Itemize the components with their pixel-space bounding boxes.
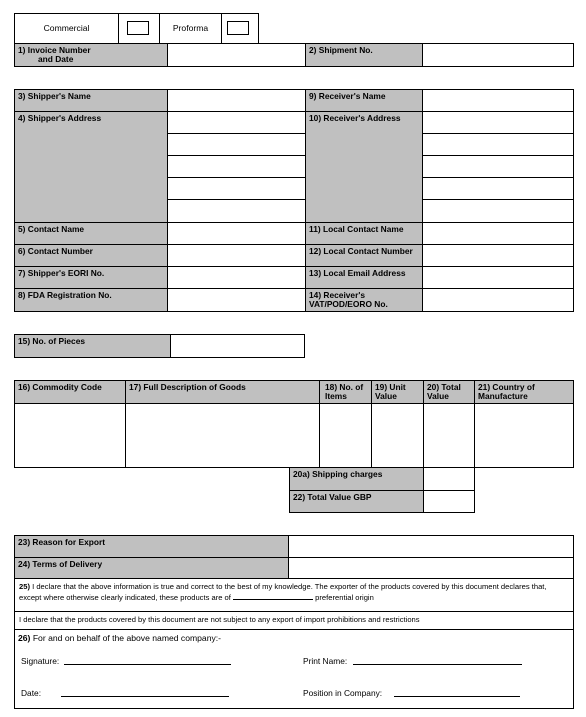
declaration-origin-end: preferential origin	[315, 593, 374, 602]
shippers-address-line[interactable]	[167, 199, 306, 223]
shippers-address-line[interactable]	[167, 133, 306, 156]
invoice-number-field[interactable]	[167, 43, 306, 67]
fda-registration-field[interactable]	[167, 288, 306, 312]
print-name-label: Print Name:	[303, 656, 348, 666]
receivers-address-line[interactable]	[422, 111, 574, 134]
shippers-name-label: 3) Shipper's Name	[14, 89, 168, 112]
shipping-charges-label: 20a) Shipping charges	[289, 467, 424, 491]
position-line[interactable]	[394, 696, 520, 697]
signoff-heading	[18, 633, 221, 643]
shipment-no-label: 2) Shipment No.	[305, 43, 423, 67]
shippers-eori-field[interactable]	[167, 266, 306, 289]
shippers-address-line[interactable]	[167, 111, 306, 134]
terms-of-delivery-field[interactable]	[288, 557, 574, 579]
shippers-address-line[interactable]	[167, 177, 306, 200]
reason-for-export-field[interactable]	[288, 535, 574, 558]
commercial-label: Commercial	[14, 13, 119, 44]
date-label: Date:	[21, 688, 42, 698]
local-contact-name-label: 11) Local Contact Name	[305, 222, 423, 245]
col-description: 17) Full Description of Goods	[125, 380, 320, 404]
declaration-origin-text: I declare that the above information is true and correct to the best of my knowledge. The exporter of the products covered by this document declares that, except where otherwise clearly indicated, these products are of	[19, 582, 547, 602]
terms-of-delivery-label: 24) Terms of Delivery	[14, 557, 289, 579]
receivers-vat-field[interactable]	[422, 288, 574, 312]
contact-number-field[interactable]	[167, 244, 306, 267]
proforma-checkbox-cell	[221, 13, 259, 44]
fda-registration-label: 8) FDA Registration No.	[14, 288, 168, 312]
receivers-address-label: 10) Receiver's Address	[305, 111, 423, 223]
commodity-code-cell[interactable]	[14, 403, 126, 468]
receivers-name-label: 9) Receiver's Name	[305, 89, 423, 112]
unit-value-cell[interactable]	[371, 403, 424, 468]
signature-label: Signature:	[21, 656, 60, 666]
col-unit-value: 19) Unit Value	[371, 380, 424, 404]
total-value-cell[interactable]	[423, 403, 475, 468]
description-cell[interactable]	[125, 403, 320, 468]
receivers-address-line[interactable]	[422, 133, 574, 156]
receivers-vat-label: 14) Receiver's VAT/POD/EORO No.	[305, 288, 423, 312]
print-name-line[interactable]	[353, 664, 522, 665]
shippers-address-label: 4) Shipper's Address	[14, 111, 168, 223]
shippers-address-line[interactable]	[167, 155, 306, 178]
total-value-gbp-label: 22) Total Value GBP	[289, 490, 424, 513]
local-email-label: 13) Local Email Address	[305, 266, 423, 289]
local-contact-name-field[interactable]	[422, 222, 574, 245]
shipment-no-field[interactable]	[422, 43, 574, 67]
declaration-number: 25)	[19, 582, 30, 591]
no-of-items-cell[interactable]	[319, 403, 372, 468]
local-contact-number-label: 12) Local Contact Number	[305, 244, 423, 267]
contact-number-label: 6) Contact Number	[14, 244, 168, 267]
proforma-label: Proforma	[159, 13, 222, 44]
signoff-number: 26)	[18, 633, 31, 643]
date-line[interactable]	[61, 696, 229, 697]
declaration-prohibitions: I declare that the products covered by this document are not subject to any export of import prohibitions and restrictions	[14, 611, 574, 630]
shippers-name-field[interactable]	[167, 89, 306, 112]
receivers-address-line[interactable]	[422, 199, 574, 223]
receivers-address-line[interactable]	[422, 155, 574, 178]
proforma-checkbox[interactable]	[227, 21, 249, 35]
no-of-pieces-label: 15) No. of Pieces	[14, 334, 171, 358]
invoice-number-text: 1) Invoice Number	[18, 45, 91, 55]
col-total-value: 20) Total Value	[423, 380, 475, 404]
declaration-origin	[14, 578, 574, 612]
country-of-manufacture-cell[interactable]	[474, 403, 574, 468]
commercial-checkbox-cell	[118, 13, 160, 44]
signature-line[interactable]	[64, 664, 231, 665]
origin-blank[interactable]	[233, 592, 313, 600]
commercial-checkbox[interactable]	[127, 21, 149, 35]
total-value-gbp-field[interactable]	[423, 490, 475, 513]
local-email-field[interactable]	[422, 266, 574, 289]
contact-name-label: 5) Contact Name	[14, 222, 168, 245]
position-label: Position in Company:	[303, 688, 383, 698]
receivers-name-field[interactable]	[422, 89, 574, 112]
invoice-number-label	[14, 43, 168, 67]
col-country-of-manufacture: 21) Country of Manufacture	[474, 380, 574, 404]
shipping-charges-field[interactable]	[423, 467, 475, 491]
contact-name-field[interactable]	[167, 222, 306, 245]
local-contact-number-field[interactable]	[422, 244, 574, 267]
signoff-text: For and on behalf of the above named company:-	[32, 633, 222, 643]
shippers-eori-label: 7) Shipper's EORI No.	[14, 266, 168, 289]
col-commodity-code: 16) Commodity Code	[14, 380, 126, 404]
no-of-pieces-field[interactable]	[170, 334, 305, 358]
reason-for-export-label: 23) Reason for Export	[14, 535, 289, 558]
receivers-address-line[interactable]	[422, 177, 574, 200]
invoice-date-text: and Date	[38, 54, 74, 65]
col-no-of-items: 18) No. of Items	[319, 380, 372, 404]
